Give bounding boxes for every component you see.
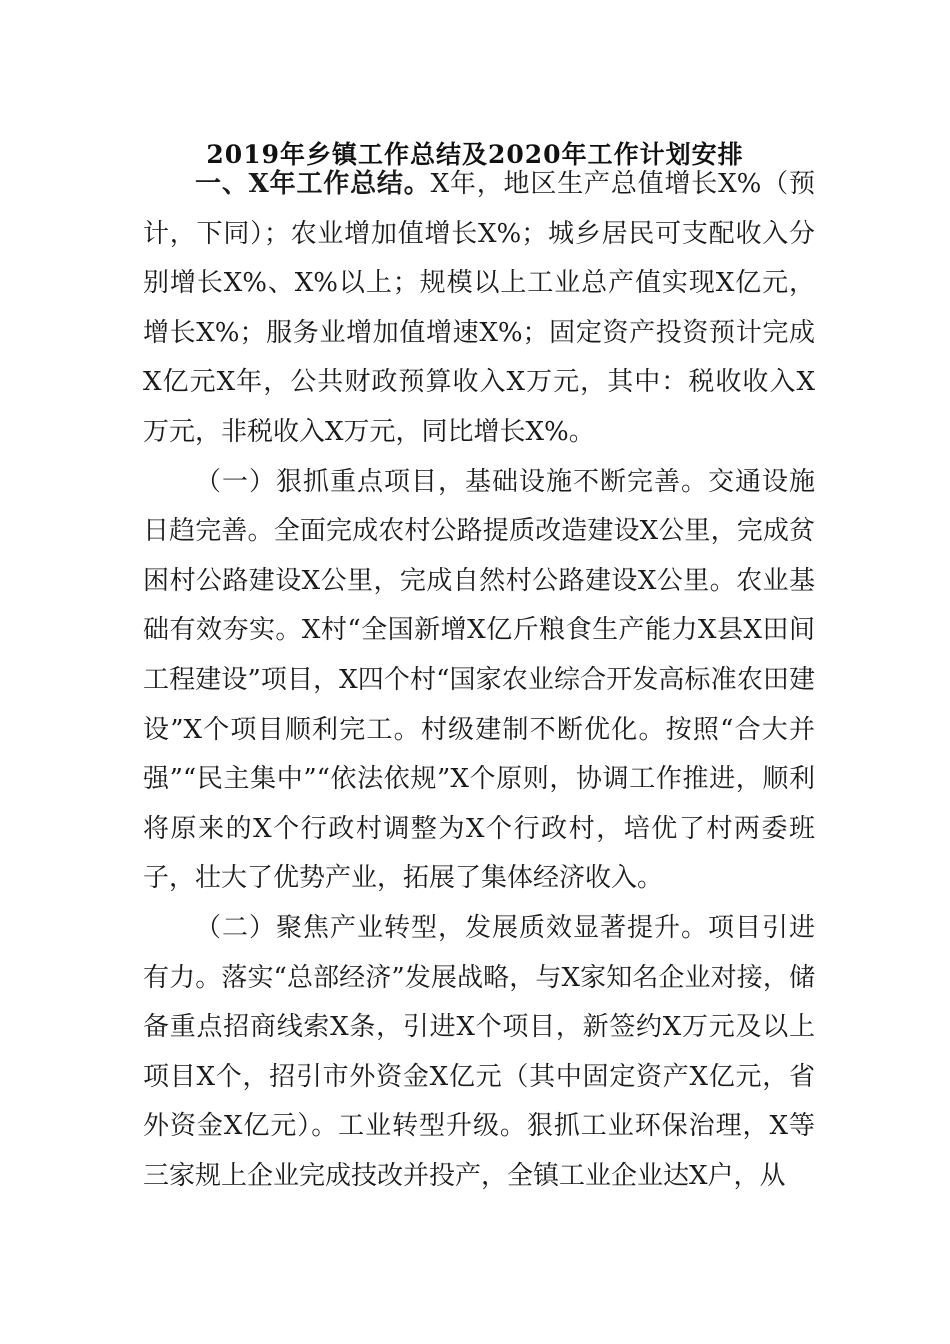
- paragraph-infrastructure: [143, 458, 815, 904]
- document-body: [143, 160, 815, 1201]
- section-heading: 一、X年工作总结。: [195, 169, 431, 199]
- paragraph-industry: [143, 904, 815, 1202]
- paragraph-text: （二）聚焦产业转型，发展质效显著提升。项目引进有力。落实“总部经济”发展战略，与X家知名企业对接，储备重点招商线索X条，引进X个项目，新签约X万元及以上项目X个，招引市外资金X亿元（其中固定资产X亿元，省外资金X亿元）。工业转型升级。狠抓工业环保治理，X等三家规上企业完成技改并投产，全镇工业企业达X户，从: [143, 912, 815, 1191]
- paragraph-text: （一）狠抓重点项目，基础设施不断完善。交通设施日趋完善。全面完成农村公路提质改造建设X公里，完成贫困村公路建设X公里，完成自然村公路建设X公里。农业基础有效夯实。X村“全国新增X亿斤粮食生产能力X县X田间工程建设”项目，X四个村“国家农业综合开发高标准农田建设”X个项目顺利完工。村级建制不断优化。按照“合大并强”“民主集中”“依法依规”X个原则，协调工作推进，顺利将原来的X个行政村调整为X个行政村，培优了村两委班子，壮大了优势产业，拓展了集体经济收入。: [143, 466, 815, 894]
- paragraph-text: X年，地区生产总值增长X%（预计，下同）；农业增加值增长X%；城乡居民可支配收入分别增长X%、X%以上；规模以上工业总产值实现X亿元，增长X%；服务业增加值增速X%；固定资产投资预计完成X亿元X年，公共财政预算收入X万元，其中：税收收入X万元，非税收入X万元，同比增长X%。: [143, 169, 815, 447]
- paragraph-summary: [143, 160, 815, 458]
- document-title: 2019年乡镇工作总结及2020年工作计划安排: [206, 140, 744, 169]
